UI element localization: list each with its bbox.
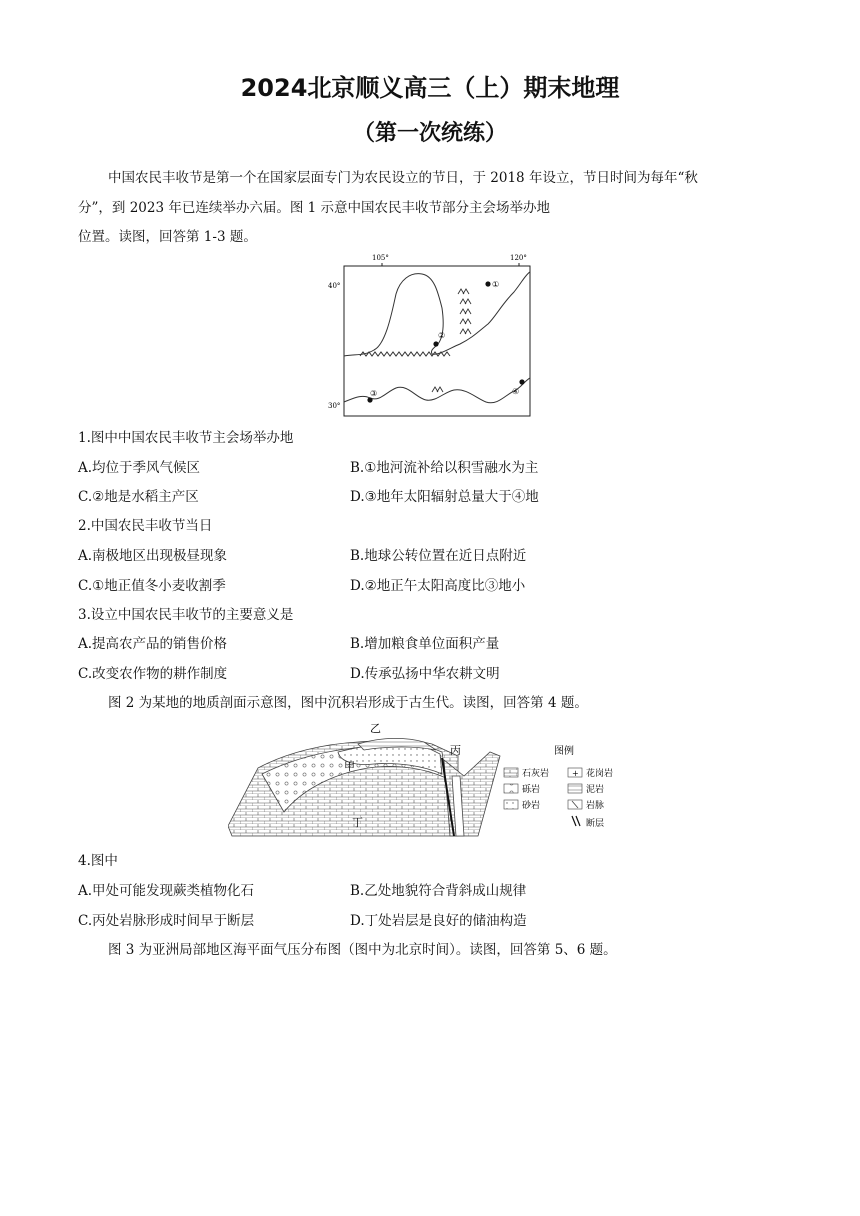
site-4-label: ④: [512, 387, 520, 396]
site-1-dot: [485, 281, 490, 286]
lon-label-left: 105°: [372, 254, 389, 262]
label-jia: 甲: [344, 760, 355, 773]
legend-conglomerate: 砾岩: [522, 785, 541, 795]
q2-option-c: C.①地正值冬小麦收割季: [78, 578, 226, 594]
site-3-dot: [367, 397, 372, 402]
legend-granite: 花岗岩: [586, 769, 614, 779]
q3-option-a: A.提高农产品的销售价格: [78, 636, 228, 652]
q1-stem: 1.图中中国农民丰收节主会场举办地: [78, 430, 294, 446]
svg-text:+: +: [572, 769, 579, 778]
lat-label-bottom: 30°: [328, 402, 341, 410]
lon-label-right: 120°: [510, 254, 527, 262]
label-yi: 乙: [370, 722, 381, 735]
intro-figure3: 图 3 为亚洲局部地区海平面气压分布图（图中为北京时间）。读图，回答第 5、6 题。: [108, 942, 617, 958]
q3-option-c: C.改变农作物的耕作制度: [78, 666, 228, 682]
site-1-label: ①: [492, 280, 500, 289]
legend-dike: 岩脉: [586, 801, 605, 811]
q2-stem: 2.中国农民丰收节当日: [78, 518, 213, 534]
site-2-dot: [433, 341, 438, 346]
intro-line-3: 位置。读图，回答第 1-3 题。: [78, 229, 257, 245]
q3-option-b: B.增加粮食单位面积产量: [350, 636, 500, 652]
q4-option-b: B.乙处地貌符合背斜成山规律: [350, 883, 527, 899]
q3-option-d: D.传承弘扬中华农耕文明: [350, 666, 500, 682]
site-2-label: ②: [438, 331, 446, 340]
label-bing: 丙: [450, 744, 461, 757]
q3-stem: 3.设立中国农民丰收节的主要意义是: [78, 607, 294, 623]
q1-option-c: C.②地是水稻主产区: [78, 489, 199, 505]
q1-option-a: A.均位于季风气候区: [78, 460, 201, 476]
q2-option-a: A.南极地区出现极昼现象: [78, 548, 228, 564]
legend-sandstone: 砂岩: [522, 801, 541, 811]
page-subtitle: （第一次统练）: [352, 121, 507, 146]
q2-option-d: D.②地正午太阳高度比③地小: [350, 578, 526, 594]
q2-option-b: B.地球公转位置在近日点附近: [350, 548, 527, 564]
q4-option-a: A.甲处可能发现蕨类植物化石: [78, 883, 255, 899]
q1-option-b: B.①地河流补给以积雪融水为主: [350, 460, 539, 476]
lat-label-top: 40°: [328, 282, 341, 290]
legend-limestone: 石灰岩: [522, 769, 550, 779]
page-title: 2024北京顺义高三（上）期末地理: [240, 74, 620, 102]
legend-mudstone: 泥岩: [586, 785, 605, 795]
q4-option-d: D.丁处岩层是良好的储油构造: [350, 913, 527, 929]
figure1-map: [326, 252, 538, 420]
figure2-cross-section: [228, 716, 640, 844]
legend-fault: 断层: [586, 819, 605, 829]
intro-figure2: 图 2 为某地的地质剖面示意图，图中沉积岩形成于古生代。读图，回答第 4 题。: [108, 695, 588, 711]
site-3-label: ③: [370, 389, 378, 398]
legend-title: 图例: [554, 746, 574, 757]
intro-line-2: 分”，到 2023 年已连续举办六届。图 1 示意中国农民丰收节部分主会场举办地: [78, 200, 551, 216]
site-4-dot: [519, 379, 524, 384]
label-ding: 丁: [352, 816, 363, 829]
intro-line-1: 中国农民丰收节是第一个在国家层面专门为农民设立的节日，于 2018 年设立，节日时间为每年“秋: [108, 170, 698, 186]
q1-option-d: D.③地年太阳辐射总量大于④地: [350, 489, 539, 505]
q4-option-c: C.丙处岩脉形成时间早于断层: [78, 913, 255, 929]
q4-stem: 4.图中: [78, 853, 118, 869]
